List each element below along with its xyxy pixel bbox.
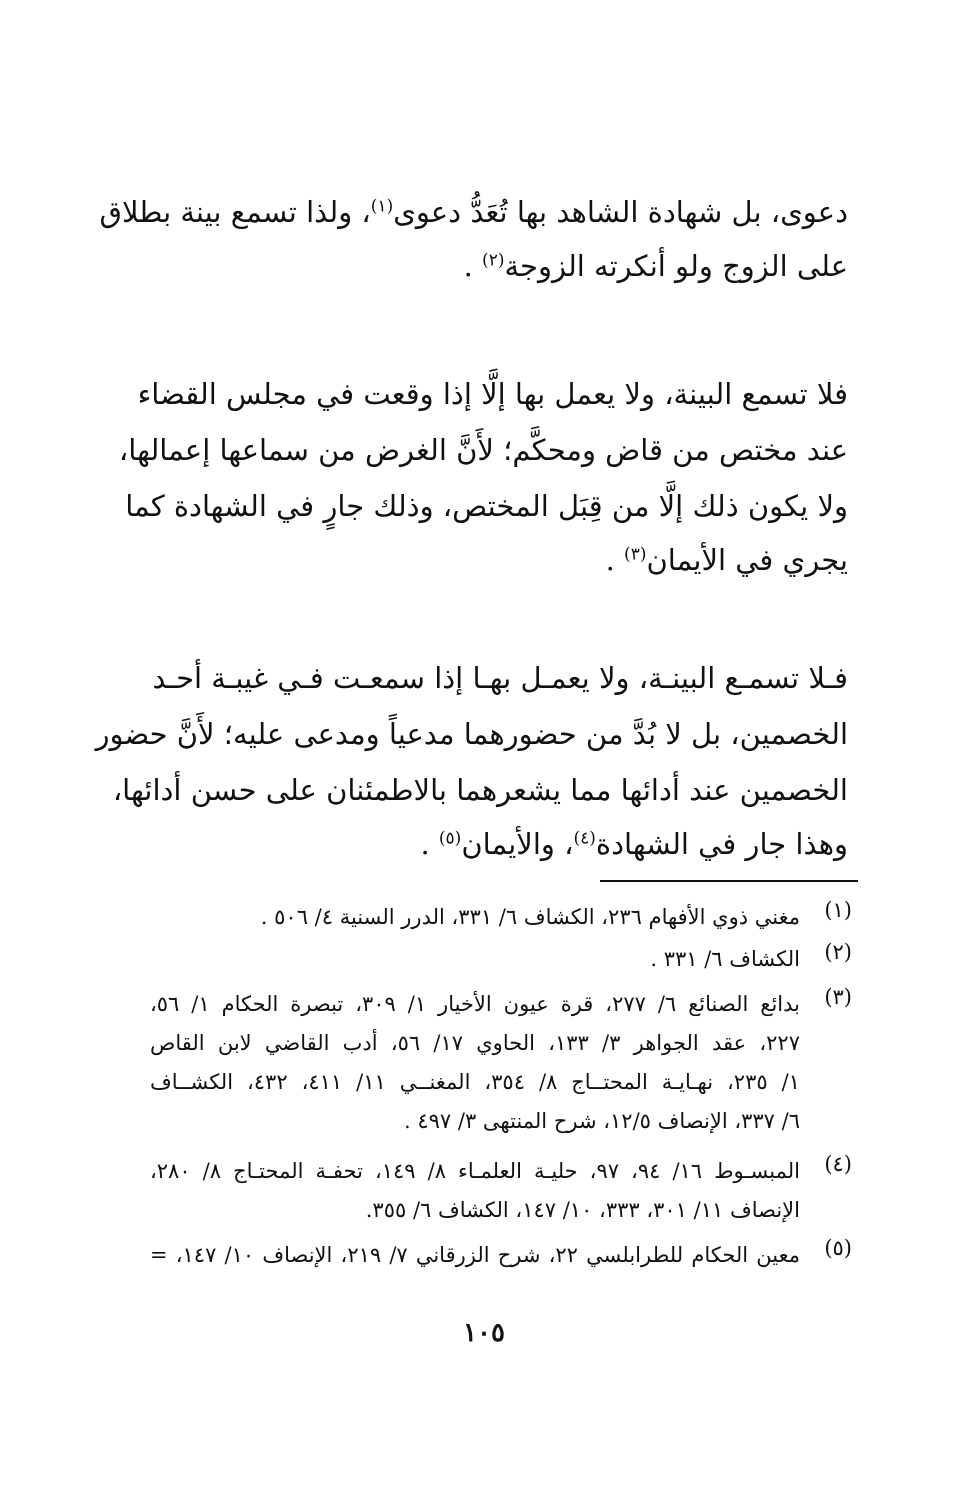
footnote-ref[interactable]: (٤): [573, 828, 596, 849]
footnote-1: [150, 898, 852, 937]
footnote-number: (٥): [824, 1236, 852, 1260]
paragraph-3: [95, 661, 848, 864]
footnote-text: المبسـوط ١٦/ ٩٤، ٩٧، حليـة العلمـاء ٨/ ١٤٩، تحفـة المحتـاج ٨/ ٢٨٠،: [150, 1159, 800, 1183]
page-number: ١٠٥: [463, 1318, 505, 1348]
footnote-number: (٢): [824, 940, 852, 964]
text-line: وهذا جار في الشهادة$^{(٤)}$، والأيمان$^{(٥)}$ .: [420, 827, 848, 861]
footnote-text: الإنصاف ١١/ ٣٠١، ٣٣٣، ١٠/ ١٤٧، الكشاف ٦/ ٣٥٥.: [365, 1198, 800, 1222]
text-line: يجري في الأيمان$^{(٣)}$ .: [605, 543, 848, 577]
section-heading: [300, 322, 818, 362]
footnote-ref[interactable]: (٣): [624, 544, 647, 565]
footnote-ref[interactable]: (٥): [438, 828, 462, 849]
footnote-ref[interactable]: (٢): [482, 250, 505, 271]
section-heading: [310, 606, 818, 646]
text-line: دعوى، بل شهادة الشاهد بها تُعَدُّ دعوى$^{(١)}$، ولذا تسمع بينة بطلاق: [99, 195, 848, 229]
text-line: فـلا تسمـع البينـة، ولا يعمـل بهـا إذا سمعـت فـي غيبـة أحـد: [152, 661, 848, 695]
text-line: فلا تسمع البينة، ولا يعمل بها إلَّا إذا وقعت في مجلس القضاء: [137, 377, 848, 411]
footnote-4: [150, 1152, 852, 1230]
footnote-text: ٢٢٧، عقد الجواهر ٣/ ١٣٣، الحاوي ١٧/ ٥٦، أدب القاضي لابن القاص: [150, 1031, 800, 1055]
footnote-ref[interactable]: (١): [370, 196, 394, 217]
footnote-number: (٤): [824, 1152, 852, 1176]
footnote-number: (٣): [824, 985, 852, 1009]
footnote-2: [150, 940, 852, 979]
footnote-number: (١): [824, 898, 852, 922]
text-line: الخصمين عند أدائها مما يشعرهما بالاطمئنان على حسن أدائها،: [112, 773, 848, 807]
footnote-text: مغني ذوي الأفهام ٢٣٦، الكشاف ٦/ ٣٣١، الدرر السنية ٤/ ٥٠٦ .: [260, 905, 800, 929]
footnote-5: [150, 1236, 852, 1275]
text-line: على الزوج ولو أنكرته الزوجة$^{(٢)}$ .: [463, 249, 848, 283]
text-line: الخصمين، بل لا بُدَّ من حضورهما مدعياً ومدعى عليه؛ لأَنَّ حضور: [95, 717, 848, 751]
paragraph-1: [99, 195, 848, 308]
footnote-text: ٦/ ٣٣٧، الإنصاف ١٢/٥، شرح المنتهى ٣/ ٤٩٧ .: [403, 1109, 800, 1133]
text-line: عند مختص من قاض ومحكَّم؛ لأَنَّ الغرض من سماعها إعمالها،: [118, 433, 848, 467]
paragraph-2: [118, 377, 848, 580]
footnote-separator: [600, 880, 858, 882]
footnote-text: بدائع الصنائع ٦/ ٢٧٧، قرة عيون الأخيار ١/ ٣٠٩، تبصرة الحكام ١/ ٥٦،: [150, 992, 800, 1016]
text-line: ولا يكون ذلك إلَّا من قِبَل المختص، وذلك جارٍ في الشهادة كما: [125, 489, 848, 523]
footnote-3: [150, 985, 852, 1141]
footnote-text: الكشاف ٦/ ٣٣١ .: [650, 947, 800, 971]
footnote-text: معين الحكام للطرابلسي ٢٢، شرح الزرقاني ٧/ ٢١٩، الإنصاف ١٠/ ١٤٧، =: [150, 1243, 800, 1267]
footnote-text: ١/ ٢٣٥، نهـايـة المحتــاج ٨/ ٣٥٤، المغنــي ١١/ ٤١١، ٤٣٢، الكشــاف: [150, 1070, 800, 1094]
